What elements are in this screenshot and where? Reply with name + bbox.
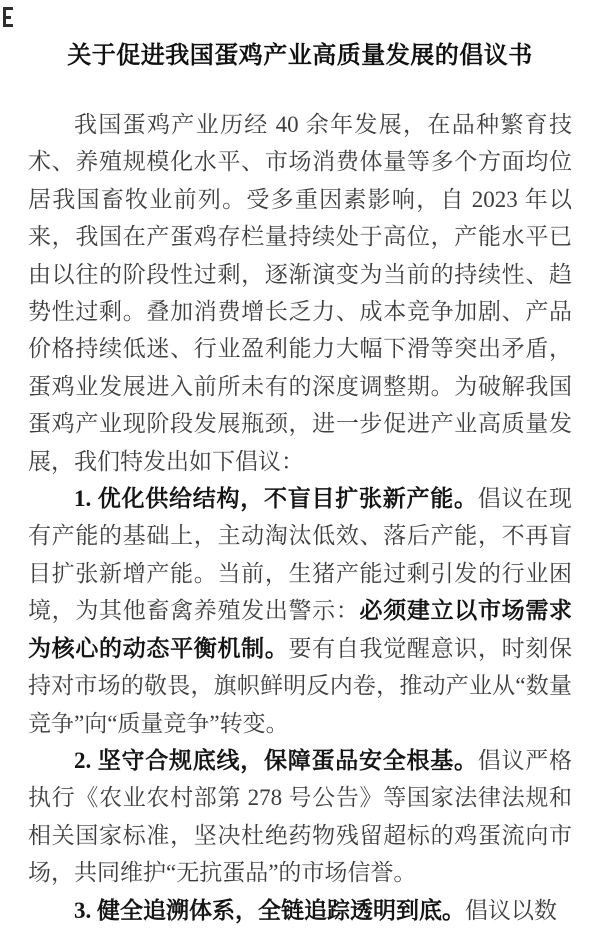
paragraph bbox=[28, 106, 572, 480]
emphasis-text: 2. 坚守合规底线，保障蛋品安全根基。 bbox=[74, 747, 478, 773]
emphasis-text: 1. 优化供给结构，不盲目扩张新产能。 bbox=[74, 486, 478, 512]
emphasis-text: 必须建立以市场需求为核心的动态平衡机制。 bbox=[28, 598, 573, 661]
body-text: 我国蛋鸡产业历经 40 余年发展，在品种繁育技术、养殖规模化水平、市场消费体量等多个方面均位居我国畜牧业前列。受多重因素影响，自 2023 年以来，我国在产蛋鸡存栏量持续处于高位，产能水平已由以往的阶段性过剩，逐渐演变为当前的持续性、趋势性过剩。叠加消费增长乏力、成本竞争加剧、产品价格持续低迷、行业盈利能力大幅下滑等突出矛盾，蛋鸡业发展进入前所未有的深度调整期。为破解我国蛋鸡产业现阶段发展瓶颈，进一步促进产业高质量发展，我们特发出如下倡议： bbox=[28, 112, 572, 474]
document-body bbox=[0, 72, 600, 929]
paragraph bbox=[28, 480, 572, 742]
body-text: 倡议在现有产能的基础上，主动淘汰低效、落后产能，不再盲目扩张新增产能。当前，生猪产能过剩引发的行业困境，为其他畜禽养殖发出警示： bbox=[28, 486, 572, 624]
corner-scan-artifact-icon bbox=[3, 7, 13, 27]
emphasis-text: 3. 健全追溯体系，全链追踪透明到底。 bbox=[74, 897, 465, 923]
body-text: 倡议以数 bbox=[465, 897, 557, 923]
body-text: 要有自我觉醒意识，时刻保持对市场的敬畏，旗帜鲜明反内卷，推动产业从“数量竞争”向“质量竞争”转变。 bbox=[28, 635, 573, 736]
document-title: 关于促进我国蛋鸡产业高质量发展的倡议书 bbox=[67, 43, 533, 69]
paragraph bbox=[28, 892, 572, 929]
paragraph bbox=[28, 742, 572, 892]
body-text: 倡议严格执行《农业农村部第 278 号公告》等国家法律法规和相关国家标准，坚决杜绝药物残留超标的鸡蛋流向市场，共同维护“无抗蛋品”的市场信誉。 bbox=[28, 747, 572, 886]
